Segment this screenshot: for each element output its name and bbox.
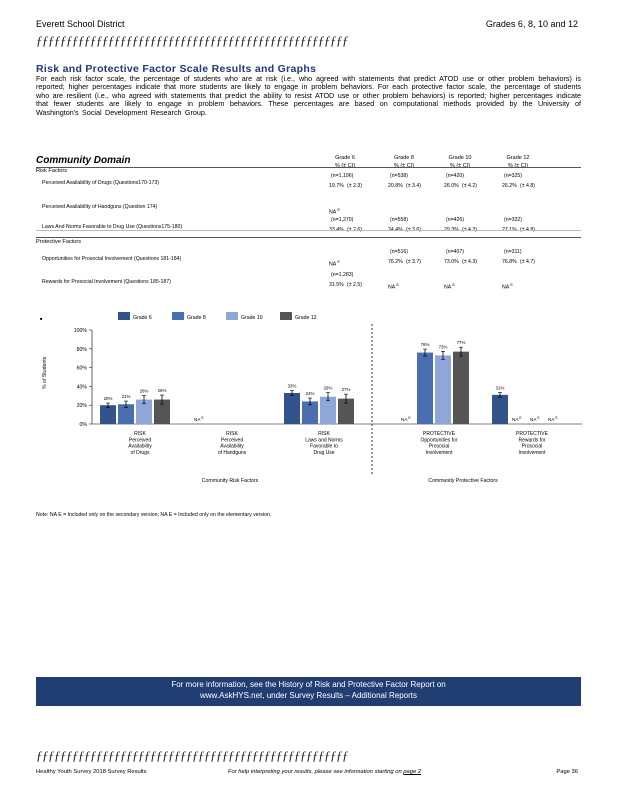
na-label-superscript: E bbox=[407, 416, 411, 420]
table-top-rule bbox=[36, 167, 581, 168]
legend-label-2: Grade 10 bbox=[241, 315, 263, 321]
bar-3-3 bbox=[453, 352, 469, 424]
grade-header-1: Grade 8 bbox=[394, 155, 414, 161]
bar-1-3 bbox=[417, 353, 433, 424]
table-value-3-2: 73.0% bbox=[444, 259, 459, 265]
category-label-0-0: RISK bbox=[134, 431, 146, 437]
table-ci-3-2: (± 4.3) bbox=[462, 259, 477, 265]
na-label-superscript: E bbox=[518, 416, 522, 420]
y-tick-label-3: 40% bbox=[76, 384, 87, 391]
y-tick-label-1: 80% bbox=[76, 346, 87, 353]
category-label-1-0: RISK bbox=[226, 431, 238, 437]
data-label-1-3: 76% bbox=[420, 342, 430, 348]
table-n-2-0: (n=1,270) bbox=[331, 217, 354, 223]
table-value-3-3: 76.8% bbox=[502, 259, 517, 265]
table-n-3-2: (n=407) bbox=[446, 249, 465, 255]
category-label-0-3: of Drugs bbox=[130, 449, 150, 456]
data-label-0-4: 31% bbox=[495, 385, 505, 391]
category-label-3-3: Involvement bbox=[425, 449, 453, 456]
category-label-1-2: Availability bbox=[220, 443, 244, 450]
footer-page-number: Page 36 bbox=[556, 769, 578, 775]
footer-help-prefix: For help interpreting your results, please see information starting on bbox=[228, 769, 402, 775]
table-n-0-3: (n=325) bbox=[504, 173, 523, 179]
bar-0-0 bbox=[100, 405, 116, 424]
y-tick-label-2: 60% bbox=[76, 365, 87, 372]
table-ci-0-2: (± 4.2) bbox=[462, 183, 477, 189]
table-value-4-2: NA $^E$ bbox=[444, 282, 455, 291]
legend-marker: ■ bbox=[40, 316, 43, 321]
table-row-rule bbox=[36, 230, 581, 231]
grade-header-2: Grade 10 bbox=[448, 155, 472, 161]
footer-page-link[interactable]: page 2 bbox=[403, 769, 422, 775]
header-rule: ƒƒƒƒƒƒƒƒƒƒƒƒƒƒƒƒƒƒƒƒƒƒƒƒƒƒƒƒƒƒƒƒƒƒƒƒƒƒƒƒƒƒƒƒƒƒƒƒƒƒƒƒ bbox=[36, 33, 348, 48]
category-label-0-1: Perceived bbox=[128, 437, 152, 444]
legend-label-1: Grade 8 bbox=[187, 315, 206, 321]
grade-header-3: Grade 12 bbox=[506, 155, 530, 161]
table-ci-2-2: (± 4.3) bbox=[462, 227, 477, 233]
table-ci-2-3: (± 4.8) bbox=[520, 227, 535, 233]
table-row-label-1: Perceived Availability of Handguns (Question 174) bbox=[42, 204, 158, 210]
table-n-0-0: (n=1,196) bbox=[331, 173, 354, 179]
category-label-4-1: Rewards for bbox=[518, 437, 546, 444]
table-n-2-3: (n=332) bbox=[504, 217, 523, 223]
grade-sub-header-2: % (± CI) bbox=[449, 163, 471, 169]
footer-survey-name: Healthy Youth Survey 2018 Survey Results bbox=[36, 769, 147, 775]
table-value-2-0: 33.4% bbox=[329, 227, 344, 233]
table-value-0-1: 20.8% bbox=[388, 183, 403, 189]
data-label-0-0: 20% bbox=[103, 396, 113, 402]
table-value-4-1: NA $^E$ bbox=[388, 282, 399, 291]
y-tick-label-5: 0% bbox=[79, 422, 87, 428]
table-n-0-2: (n=420) bbox=[446, 173, 465, 179]
page-title: Risk and Protective Factor Scale Results and Graphs bbox=[36, 63, 317, 75]
table-row-label-0: Perceived Availability of Drugs (Questions170-173) bbox=[42, 180, 159, 186]
category-label-2-3: Drug Use bbox=[313, 449, 335, 456]
table-row-label-3: Opportunities for Prosocial Involvement (Questions 181-184) bbox=[42, 256, 182, 262]
data-label-3-3: 77% bbox=[456, 340, 466, 346]
grades-label: Grades 6, 8, 10 and 12 bbox=[485, 19, 578, 29]
table-value-0-0: 19.7% bbox=[329, 183, 344, 189]
footer-help-text bbox=[228, 769, 421, 775]
data-label-0-2: 33% bbox=[287, 383, 297, 389]
bar-2-3 bbox=[435, 355, 451, 424]
legend-label-0: Grade 6 bbox=[133, 315, 152, 321]
y-axis-label: % of Students bbox=[42, 356, 48, 389]
category-label-2-2: Favorable to bbox=[310, 443, 338, 450]
table-ci-3-3: (± 4.7) bbox=[520, 259, 535, 265]
na-superscript: E bbox=[509, 282, 513, 287]
domain-title: Community Domain bbox=[36, 155, 131, 166]
table-value-2-1: 24.4% bbox=[388, 227, 403, 233]
category-label-1-3: of Handguns bbox=[217, 449, 247, 456]
group-label-risk: Community Risk Factors bbox=[201, 478, 259, 484]
risk-protective-chart bbox=[30, 306, 590, 492]
data-label-1-2: 24% bbox=[305, 391, 315, 397]
grade-sub-header-0: % (± CI) bbox=[334, 163, 356, 169]
na-label-3-4: NA $^E$ bbox=[548, 416, 558, 422]
legend-swatch-0 bbox=[118, 312, 130, 320]
table-row-label-4: Rewards for Prosocial Involvement (Questions 185-187) bbox=[42, 279, 171, 285]
na-label-0-1: NA $^E$ bbox=[194, 416, 204, 422]
table-row-label-2: Laws And Norms Favorable to Drug Use (Questions175-180) bbox=[42, 224, 183, 230]
table-n-4-0: (n=1,283) bbox=[331, 272, 354, 278]
category-label-3-2: Prosocial bbox=[428, 443, 450, 450]
district-name: Everett School District bbox=[36, 19, 125, 29]
na-superscript: E bbox=[336, 259, 340, 264]
na-label-superscript: E bbox=[200, 416, 204, 420]
na-label-0-3: NA $^E$ bbox=[401, 416, 411, 422]
table-ci-3-1: (± 3.7) bbox=[406, 259, 421, 265]
banner-line-1: For more information, see the History of Risk and Protective Factor Report on bbox=[171, 680, 446, 689]
y-tick-label-4: 20% bbox=[76, 403, 87, 410]
banner-line-2[interactable]: www.AskHYS.net, under Survey Results – Additional Reports bbox=[200, 691, 417, 700]
table-value-4-0: 31.5% bbox=[329, 282, 344, 288]
legend-swatch-3 bbox=[280, 312, 292, 320]
category-label-4-0: PROTECTIVE bbox=[516, 431, 548, 437]
na-superscript: E bbox=[451, 282, 455, 287]
table-n-3-3: (n=311) bbox=[504, 249, 522, 255]
table-value-3-1: 76.2% bbox=[388, 259, 403, 265]
table-ci-2-1: (± 3.6) bbox=[406, 227, 421, 233]
intro-paragraph: For each risk factor scale, the percentage of students who are at risk (i.e., who agreed with statements that predict ATOD use or other problem behaviors) is reported; higher percentages indicate that more students are likely to engage in problem behaviors. For each protective factor scale, the percentage of students who are resilient (i.e., who agreed with statements that predict the ability to resist ATOD use or other problem behaviors) is reported; higher percentages indicate that fewer students are likely to engage in problem behaviors. These percentages are based on computational methods provided by the University of Washington's Social Development Research Group. bbox=[36, 74, 581, 117]
data-label-2-0: 26% bbox=[139, 388, 149, 394]
na-label-superscript: E bbox=[536, 416, 540, 420]
na-label-superscript: E bbox=[554, 416, 558, 420]
table-value-2-2: 29.3% bbox=[444, 227, 459, 233]
data-label-1-0: 21% bbox=[121, 394, 131, 400]
na-superscript: E bbox=[395, 282, 399, 287]
protective-factors-label: Protective Factors bbox=[36, 239, 82, 245]
na-label-1-4: NA $^E$ bbox=[512, 416, 522, 422]
table-value-0-3: 26.2% bbox=[502, 183, 517, 189]
group-label-protective: Community Protective Factors bbox=[428, 478, 498, 484]
category-label-3-1: Opportunities for bbox=[420, 437, 458, 444]
grade-sub-header-1: % (± CI) bbox=[393, 163, 415, 169]
table-ci-0-3: (± 4.8) bbox=[520, 183, 535, 189]
data-label-3-0: 26% bbox=[157, 388, 167, 394]
table-ci-0-1: (± 3.4) bbox=[406, 183, 421, 189]
bar-0-4 bbox=[492, 395, 508, 424]
legend-label-3: Grade 12 bbox=[295, 315, 317, 321]
legend-swatch-1 bbox=[172, 312, 184, 320]
legend-swatch-2 bbox=[226, 312, 238, 320]
table-n-2-1: (n=558) bbox=[390, 217, 409, 223]
table-n-0-1: (n=538) bbox=[390, 173, 409, 179]
category-label-2-0: RISK bbox=[318, 431, 330, 437]
category-label-4-2: Prosocial bbox=[521, 443, 543, 450]
na-label-2-4: NA $^E$ bbox=[530, 416, 540, 422]
table-ci-2-0: (± 2.6) bbox=[347, 227, 362, 233]
table-value-3-0: NA $^E$ bbox=[329, 259, 340, 268]
bar-0-2 bbox=[284, 393, 300, 424]
category-label-4-3: Involvement bbox=[518, 449, 546, 456]
data-label-2-3: 73% bbox=[438, 344, 448, 350]
table-n-3-1: (n=516) bbox=[390, 249, 409, 255]
table-n-2-2: (n=426) bbox=[446, 217, 465, 223]
footer-rule: ƒƒƒƒƒƒƒƒƒƒƒƒƒƒƒƒƒƒƒƒƒƒƒƒƒƒƒƒƒƒƒƒƒƒƒƒƒƒƒƒƒƒƒƒƒƒƒƒƒƒƒƒ bbox=[36, 748, 348, 763]
data-label-2-2: 29% bbox=[323, 385, 333, 391]
table-section-rule bbox=[36, 237, 581, 238]
table-value-4-3: NA $^E$ bbox=[502, 282, 513, 291]
grade-sub-header-3: % (± CI) bbox=[507, 163, 529, 169]
table-ci-4-0: (± 2.5) bbox=[347, 282, 362, 288]
category-label-1-1: Perceived bbox=[220, 437, 244, 444]
risk-factors-label: Risk Factors bbox=[36, 168, 68, 174]
category-label-2-1: Laws and Norms bbox=[305, 437, 343, 444]
table-value-1-0: NA $^E$ bbox=[329, 207, 340, 216]
category-label-3-0: PROTECTIVE bbox=[423, 431, 455, 437]
table-ci-0-0: (± 2.3) bbox=[347, 183, 362, 189]
na-superscript: E bbox=[336, 207, 340, 212]
table-value-2-3: 27.1% bbox=[502, 227, 517, 233]
y-tick-label-0: 100% bbox=[73, 328, 87, 334]
info-banner bbox=[36, 677, 581, 706]
table-value-0-2: 26.0% bbox=[444, 183, 459, 189]
data-label-3-2: 27% bbox=[341, 387, 351, 393]
grade-header-0: Grade 6 bbox=[335, 155, 355, 161]
category-label-0-2: Availability bbox=[128, 443, 152, 450]
note-text: Note: NA E = Included only on the secondary version; NA E = Included only on the elementary version. bbox=[36, 512, 272, 518]
